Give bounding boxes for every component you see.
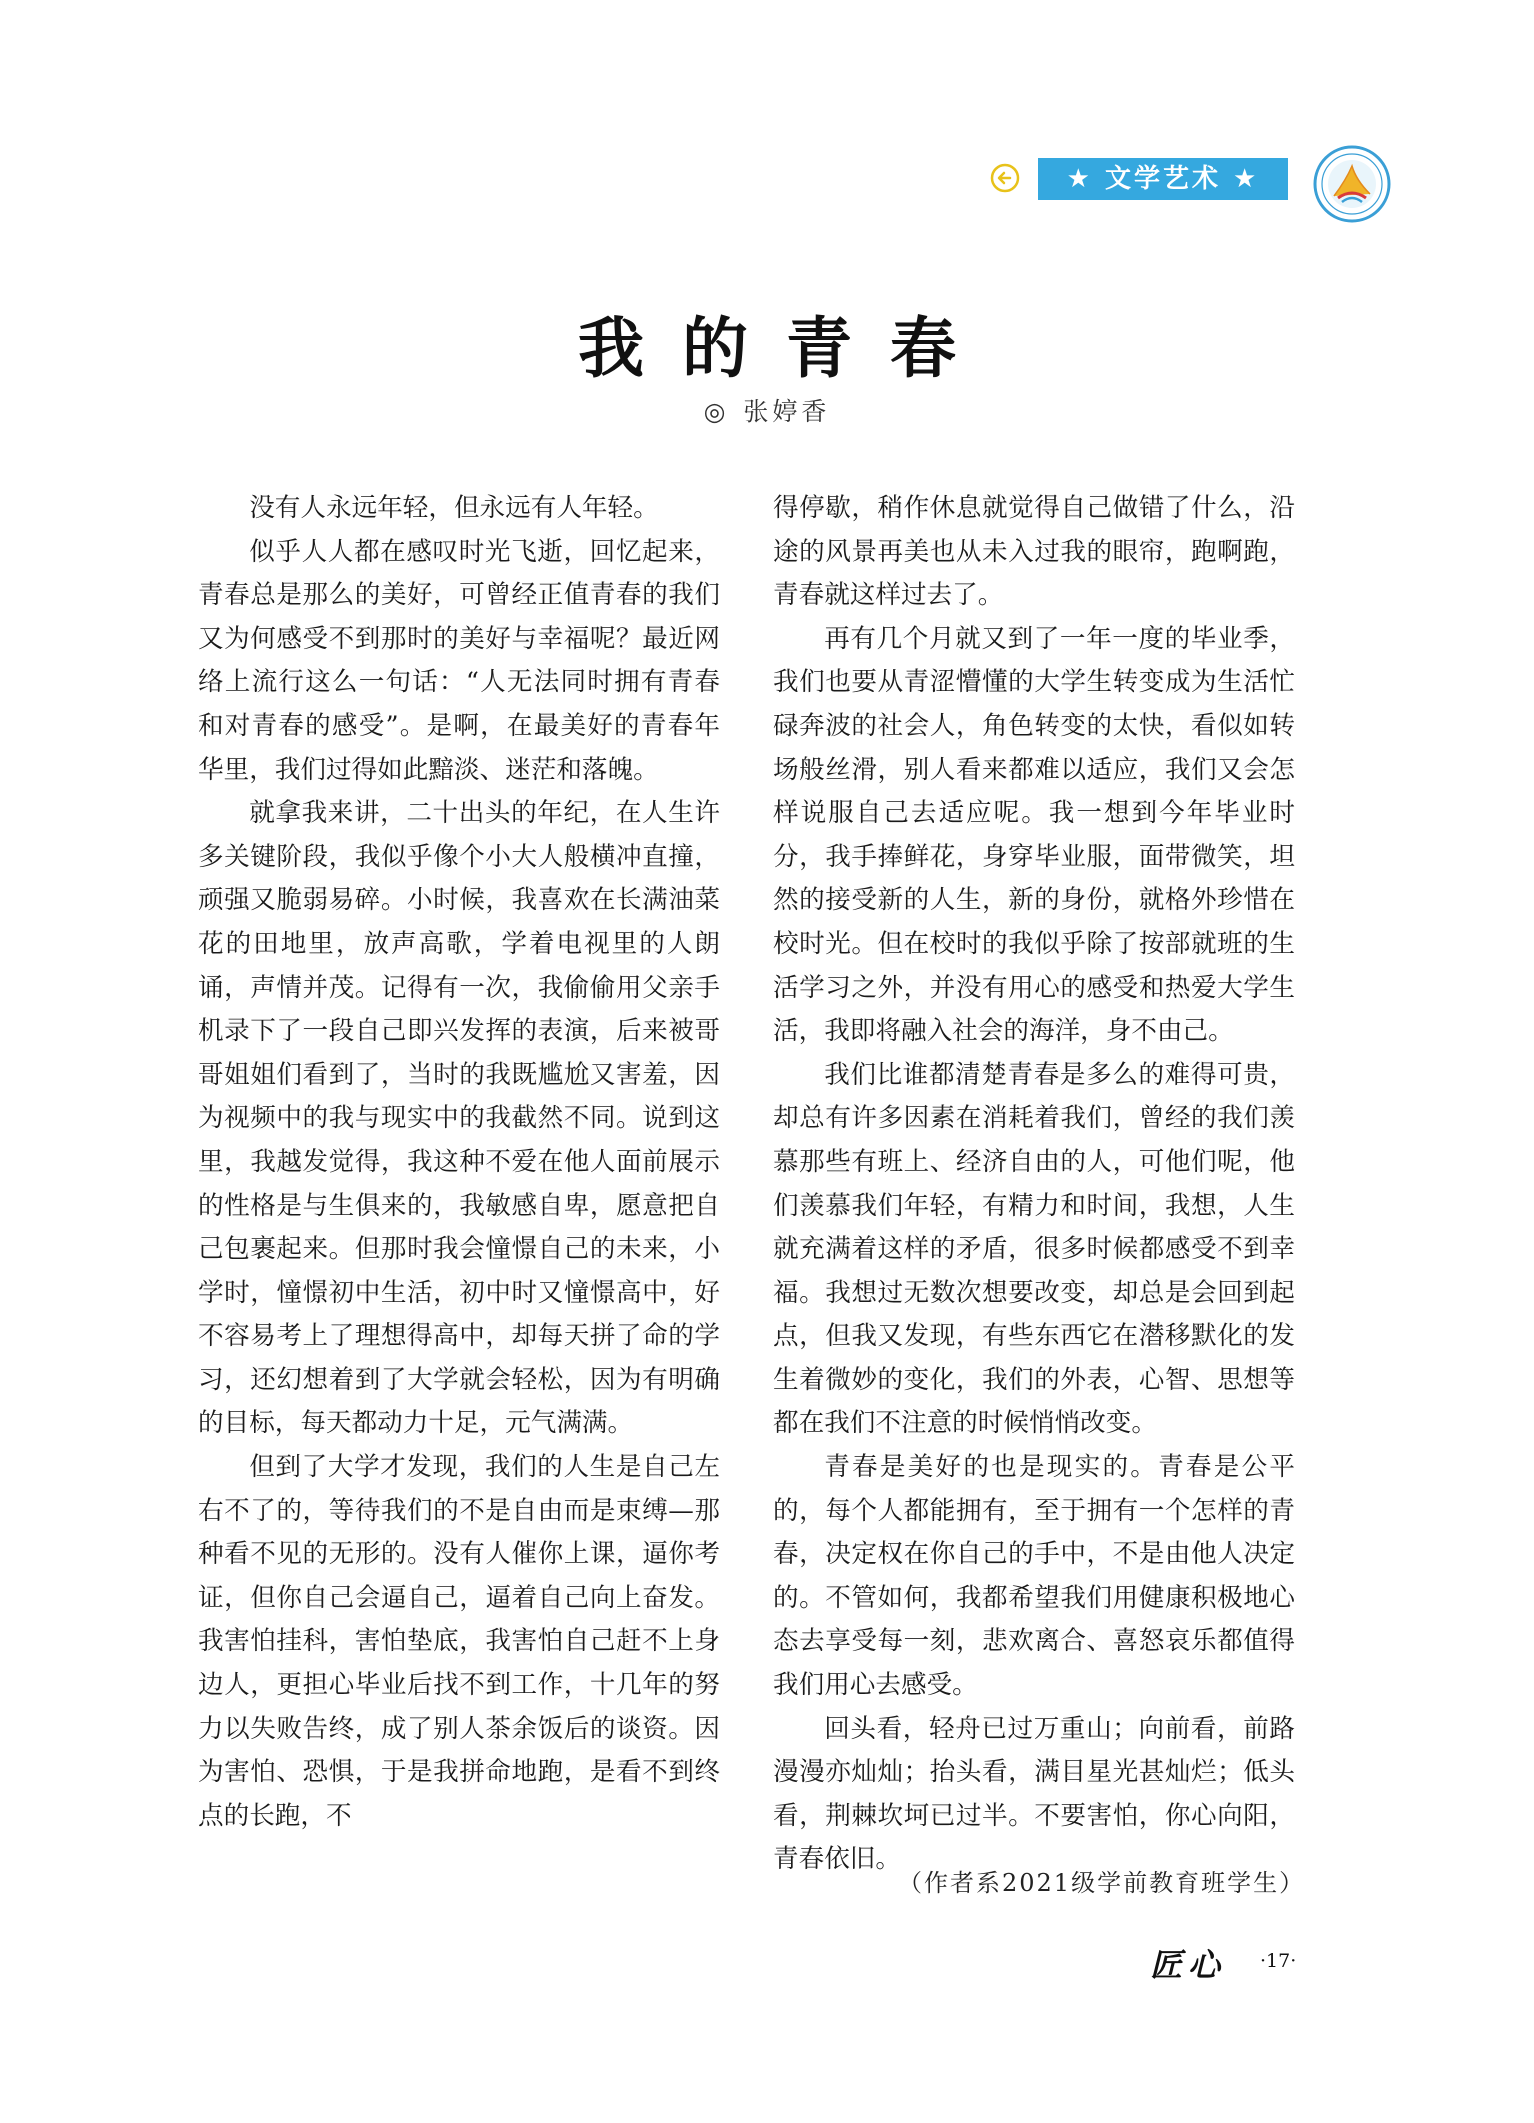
- paragraph: 没有人永远年轻，但永远有人年轻。: [249, 493, 659, 523]
- left-column: [198, 487, 720, 1838]
- author-name: 张婷香: [743, 397, 831, 426]
- footer-brand: 匠心: [1150, 1946, 1227, 1984]
- article-title: 我的青春: [578, 309, 994, 387]
- page-footer: [1150, 1940, 1330, 1984]
- paragraph: 青春是美好的也是现实的。青春是公平的，每个人都能拥有，至于拥有一个怎样的青春，决定权在你自己的手中，不是由他人决定的。不管如何，我都希望我们用健康积极地心态去享受每一刻，悲欢离合、喜怒哀乐都值得我们用心去感受。: [773, 1452, 1295, 1701]
- author-note: （作者系2021级学前教育班学生）: [898, 1869, 1306, 1897]
- paragraph: 但到了大学才发现，我们的人生是自己左右不了的，等待我们的不是自由而是束缚—那种看不见的无形的。没有人催你上课，逼你考证，但你自己会逼自己，逼着自己向上奋发。我害怕挂科，害怕垫底，我害怕自己赶不上身边人，更担心毕业后找不到工作，十几年的努力以失败告终，成了别人茶余饭后的谈资。因为害怕、恐惧，于是我拼命地跑，是看不到终点的长跑，不: [198, 1452, 720, 1831]
- paragraph: 再有几个月就又到了一年一度的毕业季，我们也要从青涩懵懂的大学生转变成为生活忙碌奔波的社会人，角色转变的太快，看似如转场般丝滑，别人看来都难以适应，我们又会怎样说服自己去适应呢。我一想到今年毕业时分，我手捧鲜花，身穿毕业服，面带微笑，坦然的接受新的人生，新的身份，就格外珍惜在校时光。但在校时的我似乎除了按部就班的生活学习之外，并没有用心的感受和热爱大学生活，我即将融入社会的海洋，身不由己。: [773, 623, 1295, 1047]
- paragraph: 我们比谁都清楚青春是多么的难得可贵，却总有许多因素在消耗着我们，曾经的我们羡慕那些有班上、经济自由的人，可他们呢，他们羡慕我们年轻，有精力和时间，我想，人生就充满着这样的矛盾，很多时候都感受不到幸福。我想过无数次想要改变，却总是会回到起点，但我又发现，有些东西它在潜移默化的发生着微妙的变化，我们的外表，心智、思想等都在我们不注意的时候悄悄改变。: [773, 1059, 1295, 1439]
- section-label: ★ 文学艺术 ★: [1038, 158, 1288, 200]
- circle-arrow-left-icon[interactable]: [990, 163, 1020, 193]
- page-number: ·17·: [1260, 1950, 1297, 1972]
- paragraph: 似乎人人都在感叹时光飞逝，回忆起来，青春总是那么的美好，可曾经正值青春的我们又为何感受不到那时的美好与幸福呢？最近网络上流行这么一句话：“人无法同时拥有青春和对青春的感受”。是啊，在最美好的青春年华里，我们过得如此黯淡、迷茫和落魄。: [198, 536, 720, 785]
- school-emblem-logo: [1312, 144, 1392, 224]
- paragraph-continuation: 得停歇，稍作休息就觉得自己做错了什么，沿途的风景再美也从未入过我的眼帘，跑啊跑，青春就这样过去了。: [773, 493, 1295, 611]
- section-header: [990, 150, 1400, 220]
- paragraph: 就拿我来讲，二十出头的年纪，在人生许多关键阶段，我似乎像个小大人般横冲直撞，顽强又脆弱易碎。小时候，我喜欢在长满油菜花的田地里，放声高歌，学着电视里的人朗诵，声情并茂。记得有一次，我偷偷用父亲手机录下了一段自己即兴发挥的表演，后来被哥哥姐姐们看到了，当时的我既尴尬又害羞，因为视频中的我与现实中的我截然不同。说到这里，我越发觉得，我这种不爱在他人面前展示的性格是与生俱来的，我敏感自卑，愿意把自己包裹起来。但那时我会憧憬自己的未来，小学时，憧憬初中生活，初中时又憧憬高中，好不容易考上了理想得高中，却每天拼了命的学习，还幻想着到了大学就会轻松，因为有明确的目标，每天都动力十足，元气满满。: [198, 798, 720, 1439]
- author-mark-icon: ◎: [703, 397, 730, 426]
- paragraph: 回头看，轻舟已过万重山；向前看，前路漫漫亦灿灿；抬头看，满目星光甚灿烂；低头看，荆棘坎坷已过半。不要害怕，你心向阳，青春依旧。: [773, 1713, 1295, 1875]
- right-column: [773, 487, 1295, 1882]
- author-line: [0, 392, 1534, 428]
